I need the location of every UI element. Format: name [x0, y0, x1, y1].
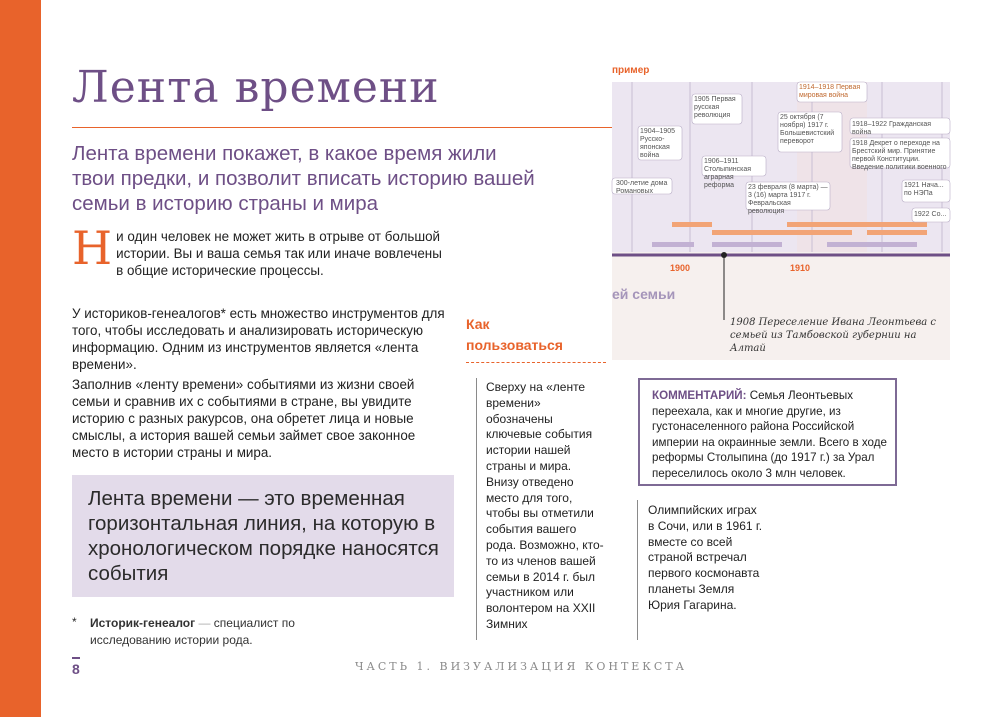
event-label: 1918 Декрет о переходе на Брестский мир. Принятие первой Конституции. Введение политики военного — [852, 140, 947, 171]
comment-body: Семья Леонтьевых переехала, как и многие другие, из густонаселенного района Российской империи на окраинные земли. Всего в ходе реформы Столыпина (до 1917 г.) за Урал переселилось около 3 млн человек. — [652, 389, 887, 480]
family-section-label: ей семьи — [612, 286, 676, 302]
paragraph-2: У историков-генеалогов* есть множество инструментов для того, чтобы исследовать и анализировать историческую информацию. Одним из инструментов является «лента времени». — [72, 306, 445, 372]
how-to-heading — [466, 314, 563, 356]
how-to-heading-line1: Как — [466, 316, 490, 332]
event-label: 1904–1905 Русско-японская война — [640, 128, 676, 159]
event-label: 1922 Со... — [914, 211, 947, 218]
paragraph-3: Заполнив «ленту времени» событиями из жизни своей семьи и сравнив их с событиями в стране, вы увидите историю с разных ракурсов, она обретет лица и новые смыслы, а история вашей семьи займет свое законное место в истории страны и мира. — [72, 377, 416, 460]
page-number: 8 — [72, 657, 80, 677]
running-footer: ЧАСТЬ 1. ВИЗУАЛИЗАЦИЯ КОНТЕКСТА — [355, 660, 687, 673]
timeline-example — [612, 82, 950, 360]
column-1-rule — [476, 378, 477, 640]
title-rule — [72, 127, 612, 128]
page-title: Лента времени — [72, 62, 440, 113]
footnote-term: Историк-генеалог — [90, 616, 196, 630]
event-label: 1914–1918 Первая мировая война — [799, 84, 861, 99]
intro-text: и один человек не может жить в отрыве от большой истории. Вы и ваша семья так или иначе вовлечены в общие исторические процессы. — [116, 229, 442, 278]
event-label: 300-летие дома Романовых — [616, 180, 668, 195]
family-event-dot — [721, 252, 727, 258]
left-color-band — [0, 0, 41, 717]
event-label: 23 февраля (8 марта) — 3 (16) марта 1917 г. Февральская революция — [748, 184, 828, 215]
quote-text: Лента времени — это временная горизонтальная линия, на которую в хронологическом порядке наносятся события — [88, 487, 439, 585]
family-event-label: 1908 Переселение Ивана Леонтьева с семьей из Тамбовской губернии на Алтай — [730, 317, 937, 354]
how-to-heading-line2: пользоваться — [466, 337, 563, 353]
event-label: 1921 Нача... по НЭПа — [904, 182, 944, 197]
drop-cap: Н — [72, 221, 113, 275]
how-to-column-1: Сверху на «ленте времени» обозначены ключевые события истории нашей страны и мира. Внизу отведено место для того, чтобы вы отметили события вашего рода. Возможно, кто-то из членов вашей семьи в 2014 г. был участником или волонтером на XXII Зимних — [486, 380, 604, 631]
how-to-rule — [466, 362, 606, 363]
intro-paragraph — [72, 221, 452, 279]
axis-tick-1900: 1900 — [670, 263, 691, 273]
comment-text — [652, 388, 888, 482]
axis-tick-1910: 1910 — [790, 263, 811, 273]
example-label: пример — [612, 65, 650, 76]
page-subtitle: Лента времени покажет, в какое время жили твои предки, и позволит вписать историю вашей семьи в историю страны и мира — [72, 142, 535, 215]
footnote-dash: — — [195, 616, 214, 630]
footnote-definition: специалист по исследованию истории рода. — [90, 616, 295, 647]
footnote — [90, 615, 350, 649]
event-label: 1918–1922 Гражданская война — [852, 121, 932, 136]
event-label: 25 октября (7 ноября) 1917 г. Большевистский переворот — [780, 114, 835, 145]
event-label: 1906–1911 Столыпинская аграрная реформа — [704, 158, 752, 189]
column-2-rule — [637, 500, 638, 640]
how-to-column-2: Олимпийских играх в Сочи, или в 1961 г. вместе со всей страной встречал первого космонавта планеты Земля Юрия Гагарина. — [648, 503, 763, 612]
footnote-marker: * — [72, 615, 77, 629]
comment-label: КОММЕНТАРИЙ: — [652, 389, 747, 402]
event-label: 1905 Первая русская революция — [694, 96, 736, 119]
